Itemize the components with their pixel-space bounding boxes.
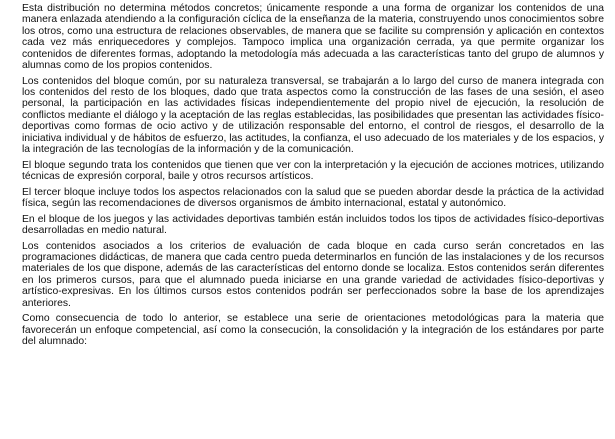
paragraph-methodology: Como consecuencia de todo lo anterior, se establece una serie de orientaciones metodológicas para la materia que favorecerán un enfoque competencial, así como la consecución, la consolidación y la integración de los estándares por parte del alumnado: xyxy=(22,313,604,348)
paragraph-distribution: Esta distribución no determina métodos concretos; únicamente responde a una forma de organizar los contenidos de una manera enlazada atendiendo a la configuración cíclica de la enseñanza de la materia, construyendo unos conocimientos sobre los otros, como una estructura de relaciones observables, de manera que se facilite su comprensión y aplicación en contextos cada vez más enriquecedores y complejos. Tampoco implica una organización cerrada, ya que permite organizar los contenidos de diferentes formas, adoptando la metodología más adecuada a las características tanto del grupo de alumnos y alumnas como de los propios contenidos. xyxy=(22,3,604,72)
paragraph-third-block: El tercer bloque incluye todos los aspectos relacionados con la salud que se pueden abordar desde la práctica de la actividad física, según las recomendaciones de diversos organismos de ámbito internacional, estatal y autonómico. xyxy=(22,186,604,210)
paragraph-second-block: El bloque segundo trata los contenidos que tienen que ver con la interpretación y la ejecución de acciones motrices, utilizando técnicas de expresión corporal, baile y otros recursos artísticos. xyxy=(22,159,604,183)
paragraph-games-block: En el bloque de los juegos y las actividades deportivas también están incluidos todos los tipos de actividades físico-deportivas desarrolladas en medio natural. xyxy=(22,213,604,237)
paragraph-evaluation-contents: Los contenidos asociados a los criterios de evaluación de cada bloque en cada curso serán concretados en las programaciones didácticas, de manera que cada centro pueda determinarlos en función de las instalaciones y de los recursos materiales de los que dispone, además de las características del entorno donde se localiza. Estos contenidos serán diferentes en los primeros cursos, para que el alumnado pueda iniciarse en una grande variedad de actividades físico-deportivas y artístico-expresivas. En los últimos cursos estos contenidos podrán ser perfeccionados sobre la base de los aprendizajes anteriores. xyxy=(22,240,604,309)
document-body xyxy=(22,3,604,348)
paragraph-common-block: Los contenidos del bloque común, por su naturaleza transversal, se trabajarán a lo largo del curso de manera integrada con los contenidos del resto de los bloques, dado que trata aspectos como la construcción de las fases de una sesión, el aseo personal, la participación en las actividades físicas independientemente del propio nivel de ejecución, la resolución de conflictos mediante el diálogo y la aceptación de las reglas establecidas, las posibilidades que presentan las actividades físico-deportivas como formas de ocio activo y de utilización responsable del entorno, el control de riesgos, el desarrollo de la iniciativa individual y de hábitos de esfuerzo, las actitudes, la confianza, el uso adecuado de los materiales y de los espacios, y la integración de las tecnologías de la información y de la comunicación. xyxy=(22,75,604,156)
